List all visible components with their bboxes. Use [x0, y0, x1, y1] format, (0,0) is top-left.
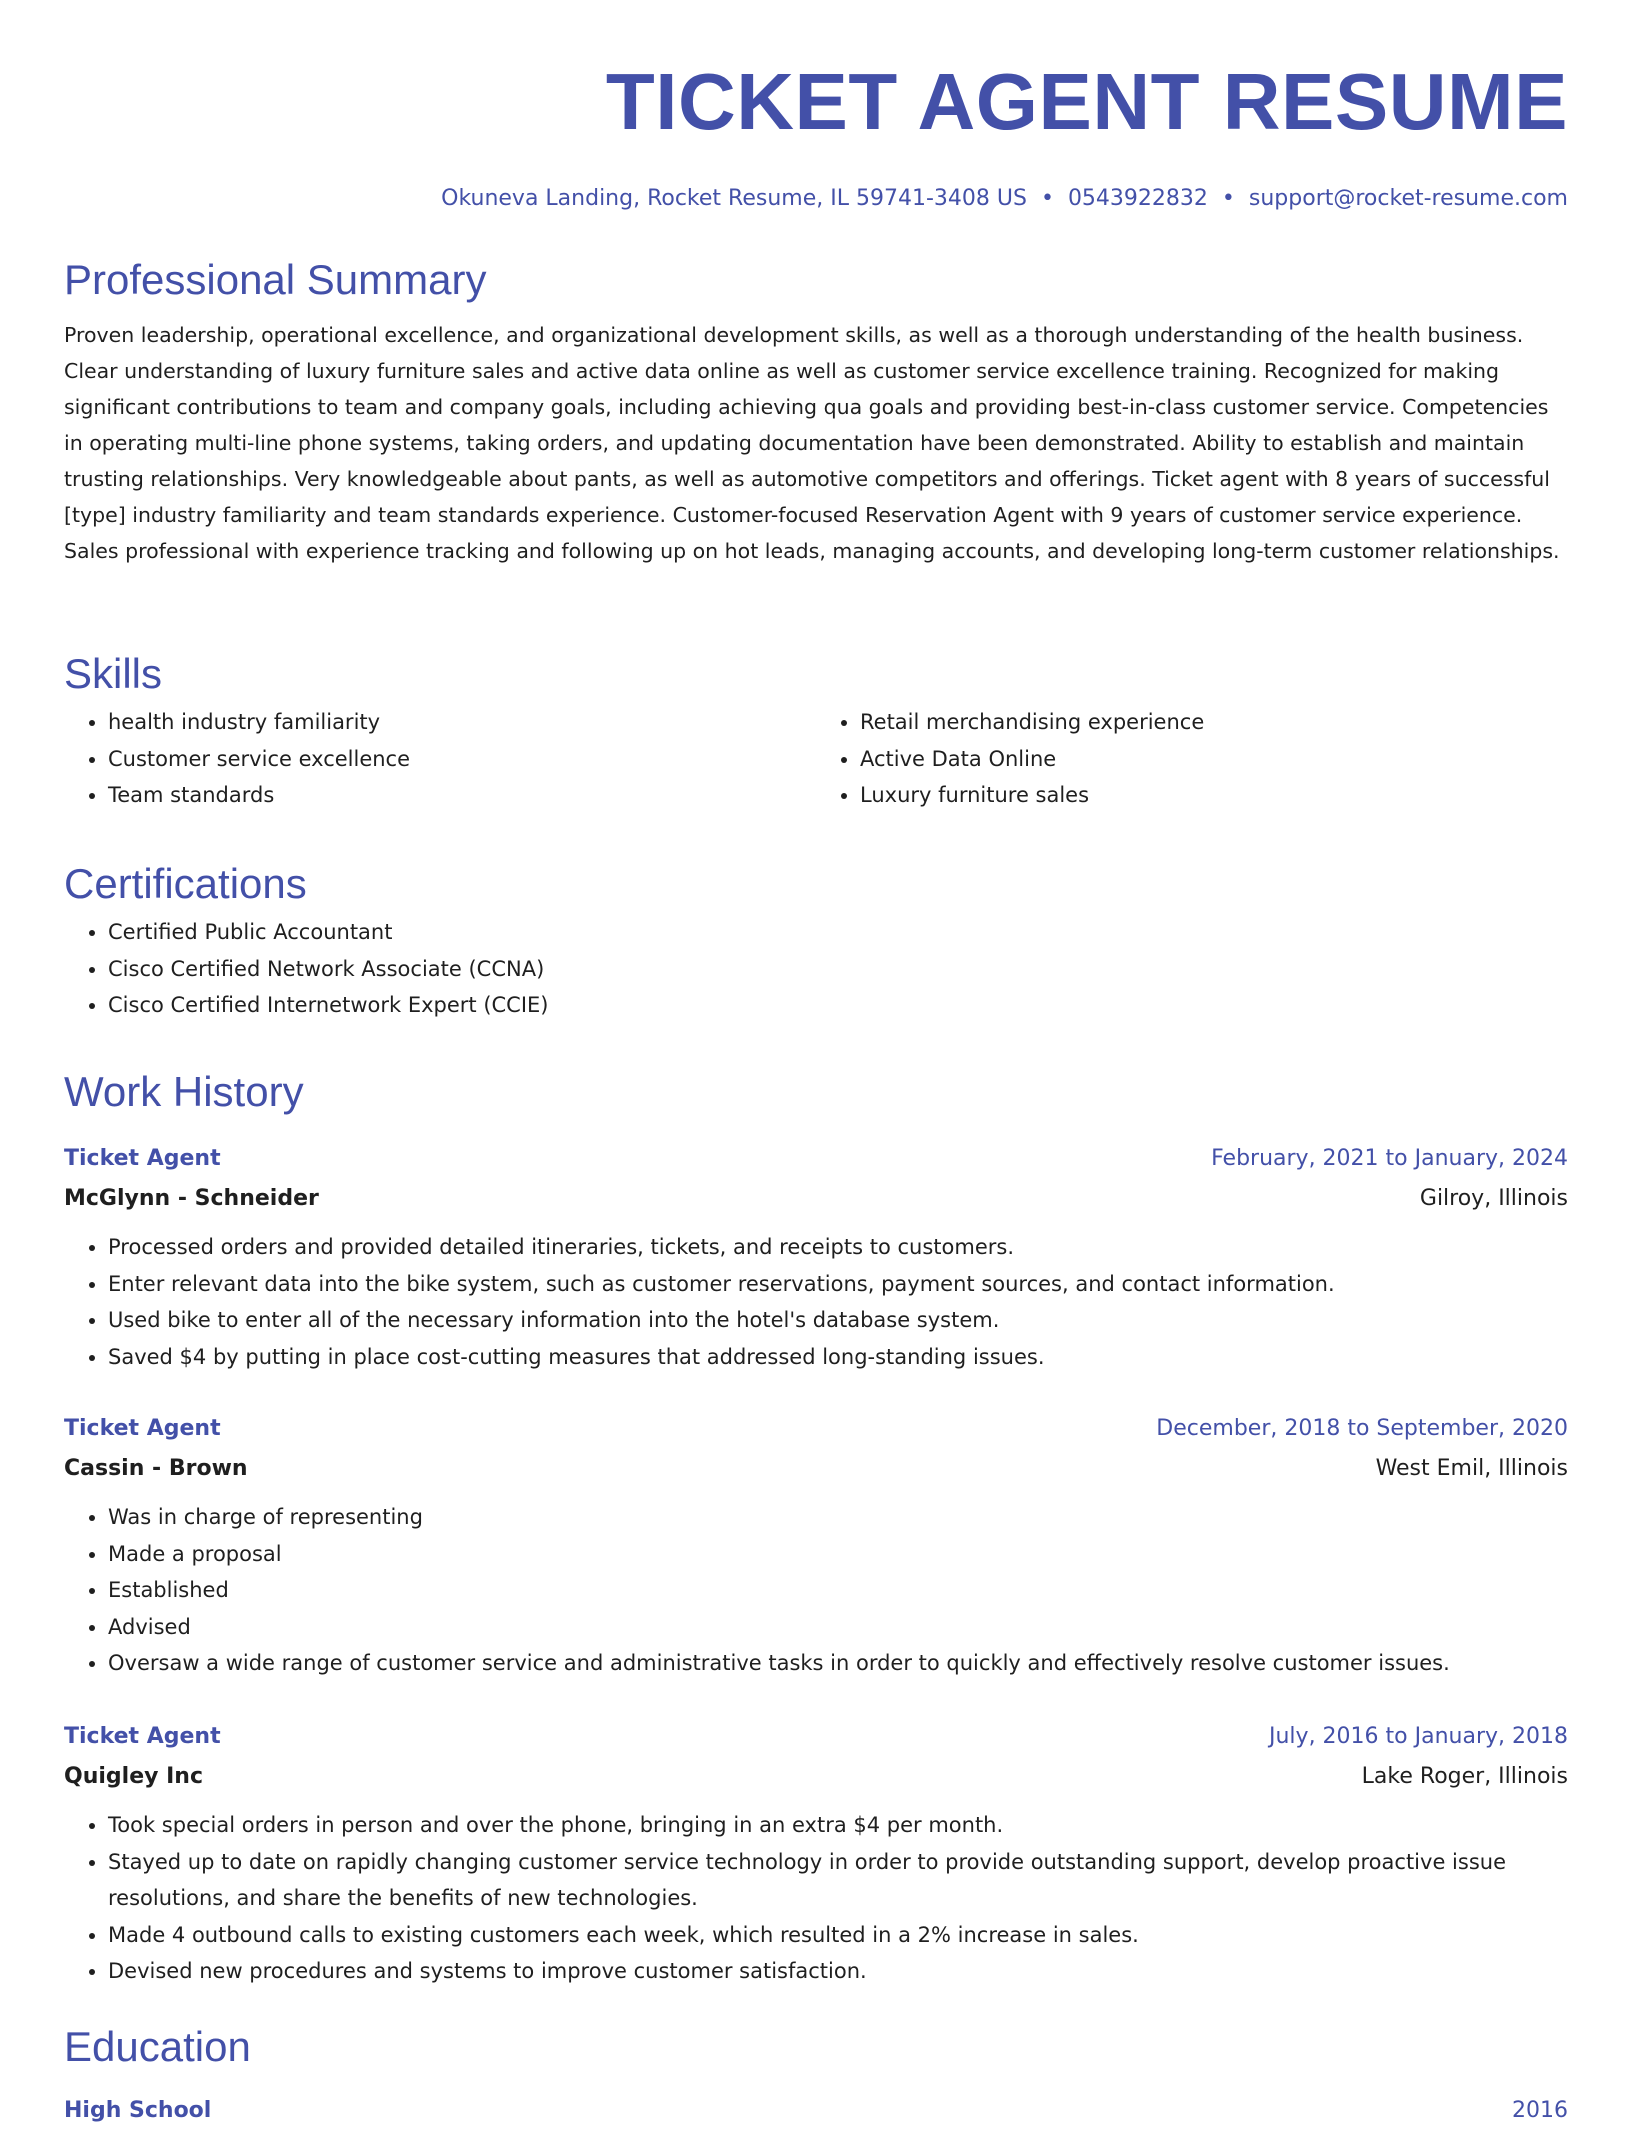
job-location: Lake Roger, Illinois	[1361, 1764, 1568, 1789]
job-bullets	[64, 1499, 1568, 1682]
certifications-list	[64, 914, 1568, 1024]
contact-line	[64, 184, 1568, 214]
job-bullet: • Devised new procedures and systems to improve customer satisfaction.	[108, 1953, 1568, 1990]
job-bullets	[64, 1807, 1568, 1990]
job-bullet: • Enter relevant data into the bike system, such as customer reservations, payment sources, and contact information.	[108, 1266, 1568, 1303]
summary-heading: Professional Summary	[64, 256, 487, 303]
job-subheader	[64, 1449, 1568, 1489]
separator: •	[1221, 186, 1235, 211]
education-date: 2016	[1512, 2098, 1568, 2123]
email-link[interactable]: support@rocket-resume.com	[1248, 186, 1568, 211]
skill-item: • health industry familiarity	[108, 704, 816, 741]
phone: 0543922832	[1067, 186, 1208, 211]
address: Okuneva Landing, Rocket Resume, IL 59741-3408 US	[441, 186, 1027, 211]
skills-list-left	[64, 704, 816, 814]
skill-item: • Team standards	[108, 777, 816, 814]
job-header	[64, 1139, 1568, 1179]
skills-list-right	[816, 704, 1568, 814]
job-bullet: • Saved $4 by putting in place cost-cutting measures that addressed long-standing issues.	[108, 1339, 1568, 1376]
skill-item: • Active Data Online	[860, 741, 1568, 778]
skill-item: • Retail merchandising experience	[860, 704, 1568, 741]
certification-item: • Cisco Certified Network Associate (CCNA)	[108, 951, 1568, 988]
job-bullet: • Advised	[108, 1609, 1568, 1646]
job-entry	[64, 1139, 1568, 1375]
job-bullet: • Stayed up to date on rapidly changing customer service technology in order to provide outstanding support, develop proactive issue resolutions, and share the benefits of new technologies.	[108, 1844, 1568, 1917]
job-bullet: • Used bike to enter all of the necessary information into the hotel's database system.	[108, 1302, 1568, 1339]
job-entry	[64, 1409, 1568, 1682]
job-title: Ticket Agent	[64, 1724, 221, 1749]
certification-item: • Cisco Certified Internetwork Expert (CCIE)	[108, 987, 1568, 1024]
resume-page	[64, 0, 1568, 2123]
job-title: Ticket Agent	[64, 1416, 221, 1441]
job-header	[64, 1717, 1568, 1757]
education-heading: Education	[64, 2023, 251, 2070]
job-bullet: • Was in charge of representing	[108, 1499, 1568, 1536]
job-bullet: • Established	[108, 1572, 1568, 1609]
skill-item: • Customer service excellence	[108, 741, 816, 778]
certifications-section	[64, 860, 1568, 1024]
job-bullets	[64, 1229, 1568, 1375]
separator: •	[1040, 186, 1054, 211]
job-location: West Emil, Illinois	[1375, 1456, 1568, 1481]
job-location: Gilroy, Illinois	[1419, 1186, 1568, 1211]
job-bullet: • Made 4 outbound calls to existing customers each week, which resulted in a 2% increase in sales.	[108, 1917, 1568, 1954]
skill-item: • Luxury furniture sales	[860, 777, 1568, 814]
education-title: High School	[64, 2098, 212, 2123]
work-history-section	[64, 1068, 1568, 1116]
skills-heading: Skills	[64, 650, 163, 697]
job-title: Ticket Agent	[64, 1146, 221, 1171]
work-history-heading: Work History	[64, 1068, 304, 1115]
job-entry	[64, 1717, 1568, 1990]
job-subheader	[64, 1179, 1568, 1219]
certification-item: • Certified Public Accountant	[108, 914, 1568, 951]
skills-section	[64, 650, 1568, 814]
job-company: McGlynn - Schneider	[64, 1186, 319, 1211]
summary-section	[64, 256, 1568, 569]
certifications-heading: Certifications	[64, 860, 307, 907]
education-section	[64, 2023, 1568, 2131]
job-company: Cassin - Brown	[64, 1456, 248, 1481]
job-subheader	[64, 1757, 1568, 1797]
job-bullet: • Made a proposal	[108, 1536, 1568, 1573]
job-header	[64, 1409, 1568, 1449]
job-bullet: • Took special orders in person and over the phone, bringing in an extra $4 per month.	[108, 1807, 1568, 1844]
summary-text: Proven leadership, operational excellence, and organizational development skills, as well as a thorough understanding of the health business. Clear understanding of luxury furniture sales and active data online as well as customer service excellence training. Recognized for making significant contributions to team and company goals, including achieving qua goals and providing best-in-class customer service. Competencies in operating multi-line phone systems, taking orders, and updating documentation have been demonstrated. Ability to establish and maintain trusting relationships. Very knowledgeable about pants, as well as automotive competitors and offerings. Ticket agent with 8 years of successful [type] industry familiarity and team standards experience. Customer-focused Reservation Agent with 9 years of customer service experience. Sales professional with experience tracking and following up on hot leads, managing accounts, and developing long-term customer relationships.	[64, 323, 1560, 563]
job-dates: July, 2016 to January, 2018	[1269, 1724, 1568, 1749]
skills-columns	[64, 704, 1568, 814]
job-company: Quigley Inc	[64, 1764, 204, 1789]
resume-title: TICKET AGENT RESUME	[605, 57, 1568, 146]
job-bullet: • Oversaw a wide range of customer service and administrative tasks in order to quickly and effectively resolve customer issues.	[108, 1645, 1568, 1682]
education-entry	[64, 2091, 1568, 2131]
job-dates: February, 2021 to January, 2024	[1211, 1146, 1568, 1171]
job-dates: December, 2018 to September, 2020	[1156, 1416, 1568, 1441]
job-bullet: • Processed orders and provided detailed itineraries, tickets, and receipts to customers.	[108, 1229, 1568, 1266]
